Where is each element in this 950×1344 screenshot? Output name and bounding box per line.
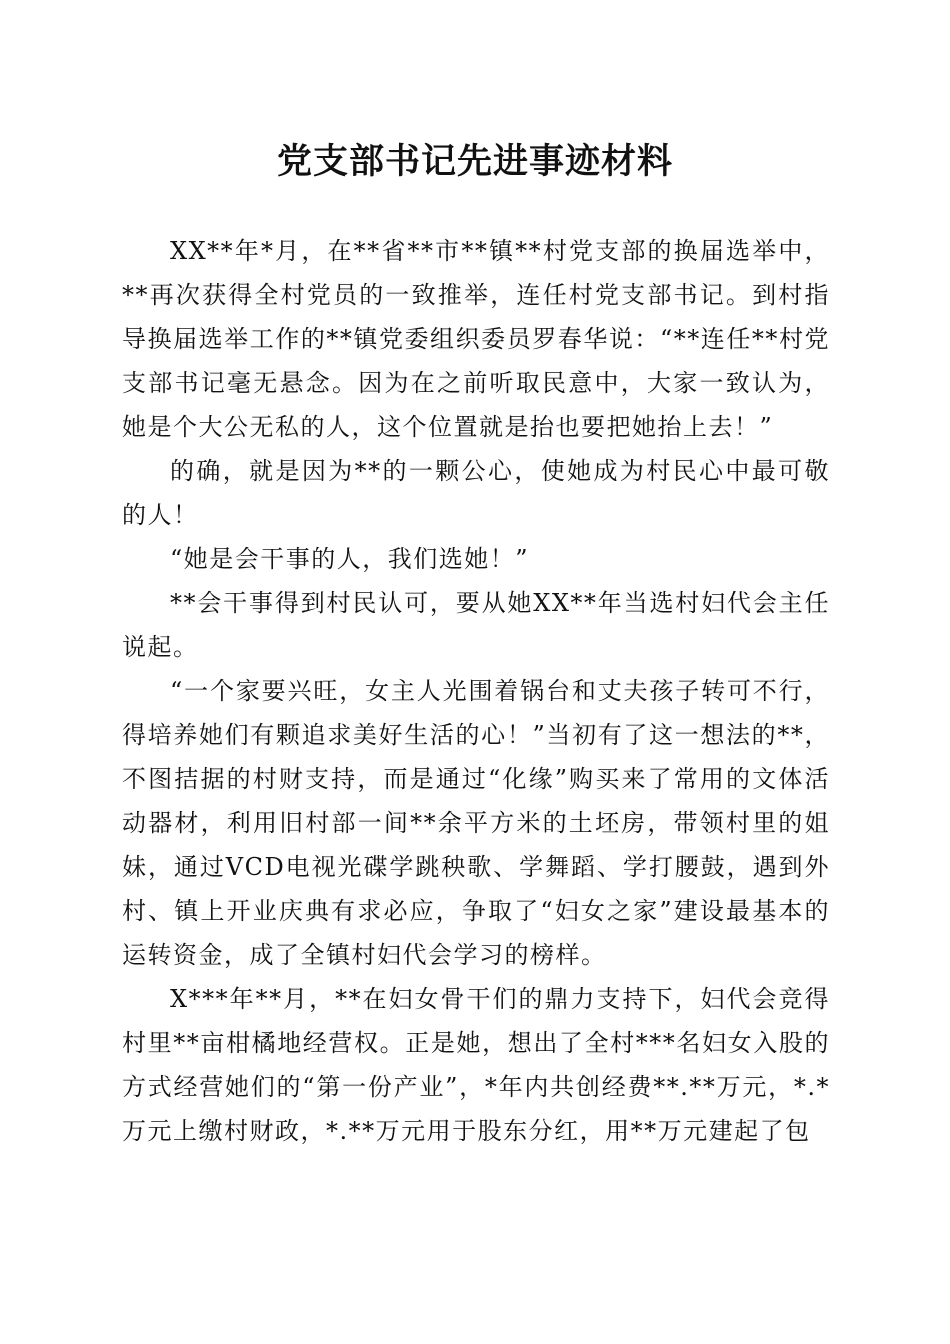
paragraph-quote-vote: “她是会干事的人，我们选她！”: [170, 545, 530, 573]
document-body: [122, 229, 830, 1153]
paragraph-women-committee: **会干事得到村民认可，要从她XX**年当选村妇代会主任说起。: [122, 589, 830, 661]
document-title: 党支部书记先进事迹材料: [276, 141, 673, 182]
paragraph-public-heart: 的确，就是因为**的一颗公心，使她成为村民心中最可敬的人！: [122, 457, 830, 529]
paragraph-family-prosper: “一个家要兴旺，女主人光围着锅台和丈夫孩子转可不行，得培养她们有颗追求美好生活的心！”当初有了这一想法的**，不图拮据的村财支持，而是通过“化缘”购买来了常用的文体活动器材，利用旧村部一间**余平方米的土坯房，带领村里的姐妹，通过VCD电视光碟学跳秧歌、学舞蹈、学打腰鼓，遇到外村、镇上开业庆典有求必应，争取了“妇女之家”建设最基本的运转资金，成了全镇村妇代会学习的榜样。: [122, 677, 830, 969]
paragraph-election: XX**年*月，在**省**市**镇**村党支部的换届选举中，**再次获得全村党员的一致推举，连任村党支部书记。到村指导换届选举工作的**镇党委组织委员罗春华说：“**连任**村党支部书记毫无悬念。因为在之前听取民意中，大家一致认为，她是个大公无私的人，这个位置就是抬也要把她抬上去！”: [122, 237, 830, 441]
paragraph-first-industry: X***年**月，**在妇女骨干们的鼎力支持下，妇代会竞得村里**亩柑橘地经营权。正是她，想出了全村***名妇女入股的方式经营她们的“第一份产业”，*年内共创经费**.**万元，*.*万元上缴村财政，*.**万元用于股东分红，用**万元建起了包: [122, 985, 830, 1145]
